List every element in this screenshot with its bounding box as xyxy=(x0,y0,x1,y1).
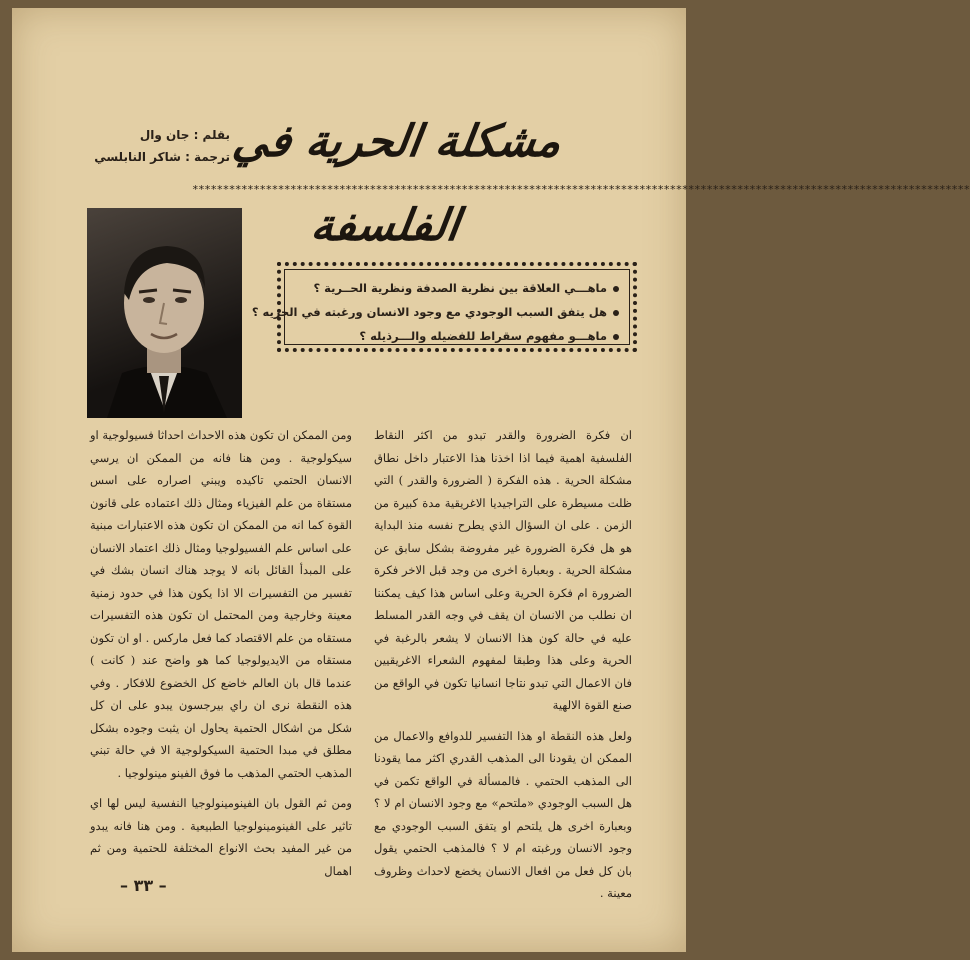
title-separator: ******************************************************************************************************************************* xyxy=(192,183,970,196)
question-item: هل يتفق السبب الوجودي مع وجود الانسان ورغبته في الحريه ؟ xyxy=(295,300,619,324)
portrait-illustration xyxy=(87,208,242,418)
bullet-icon xyxy=(613,286,619,292)
author-name: بقلم : جان وال xyxy=(139,128,230,142)
article-column-right xyxy=(374,424,632,913)
magazine-page xyxy=(12,8,970,952)
question-item: ماهـــو مفهوم سقراط للفضيله والـــرذيله ؟ xyxy=(295,324,619,348)
bullet-icon xyxy=(613,334,619,340)
questions-box xyxy=(251,262,637,352)
paragraph: ومن ثم القول بان الفينومينولوجيا النفسية ليس لها اي تاثير على الفينومينولوجيا الطبيعية . ومن هنا فانه يبدو من غير المفيد بحث الانواع المختلفة للحتمية ومن ثم اهمال xyxy=(90,796,352,878)
question-item: ماهـــي العلاقة بين نظرية الصدفة ونظرية الحــرية ؟ xyxy=(295,276,619,300)
byline xyxy=(94,124,230,168)
author-photo xyxy=(87,208,242,418)
paragraph: ان فكرة الضرورة والقدر تبدو من اكثر النقاط الفلسفية اهمية فيما اذا اخذنا هذا الاعتبار داخل نطاق مشكلة الحرية . هذه الفكرة ( الضرورة والقدر ) التي ظلت مسيطرة على التراجيديا الاغريقية مدة كبيرة من الزمن . على ان السؤال الذي يطرح نفسه منذ البداية هو هل فكرة الضرورة غير مفروضة بشكل سابق عن مشكلة الحرية . وبعبارة اخرى من وجد قبل الاخر فكرة الضرورة ام فكرة الحرية وعلى اساس هذا كيف يمكننا ان نطلب من الانسان ان يقف في وجه القدر المسلط عليه في حالة كون هذا الانسان لا يشعر بالرغبة في الحرية وعلى هذا وطبقا لمفهوم الشعراء الاغريقيين فان الاعمال التي تبدو نتاجا انسانيا تكون في الواقع من صنع القوة الالهية xyxy=(374,428,632,712)
article-title: مشكلة الحرية في الفلسفة xyxy=(229,116,565,251)
translator-name: ترجمة : شاكر النابلسي xyxy=(94,150,230,164)
article-column-left xyxy=(90,424,352,890)
paragraph: ومن الممكن ان تكون هذه الاحداث احداثا فسيولوجية او سيكولوجية . ومن هنا فانه من الممكن ان يرسي الانسان الحتمي تاكيده ويبني اصراره على اسس مستقاة من علم الفيزياء ومثال ذلك اعتماده على قانون القوة كما انه من الممكن ان تكون هذه الاعتبارات مبنية على اساس علم الفسيولوجيا ومثال ذلك اعتماد الانسان على المبدأ القائل بانه لا يوجد هناك انسان بشك في تفسير من التفسيرات الا اذا يكون هذا في حدود زمنية معينة وخارجية ومن المحتمل ان تكون هذه التفسيرات مستقاه من علم الاقتصاد كما فعل ماركس . او ان تكون مستقاه من الايديولوجيا كما هو واضح عند ( كانت ) عندما قال بان العالم خاضع كل الخضوع للافكار . وفي هذه النقطة نرى ان راي بيرجسون يبدو على ان كل شكل من اشكال الحتمية يحاول ان يثبت وجوده بشكل مطلق في مبدا الحتمية السيكولوجية الا في حالة تبني المذهب الحتمي المذهب ما فوق الفينو مينولوجيا . xyxy=(90,428,352,780)
page-number: – ٣٣ – xyxy=(120,876,167,895)
paragraph: ولعل هذه النقطة او هذا التفسير للدوافع والاعمال من الممكن ان يقودنا الى المذهب القدري اكثر مما يقودنا الى المذهب الحتمي . فالمسألة في الواقع تكمن في هل السبب الوجودي «ملتحم» مع وجود الانسان ام لا ؟ وبعبارة اخرى هل يلتحم او يتفق السبب الوجودي مع وجود الانسان ورغبته ام لا ؟ فالمذهب الحتمي يقول بان كل فعل من افعال الانسان يخضع لاحداث وظروف معينة . xyxy=(374,728,632,900)
bullet-icon xyxy=(613,310,619,316)
